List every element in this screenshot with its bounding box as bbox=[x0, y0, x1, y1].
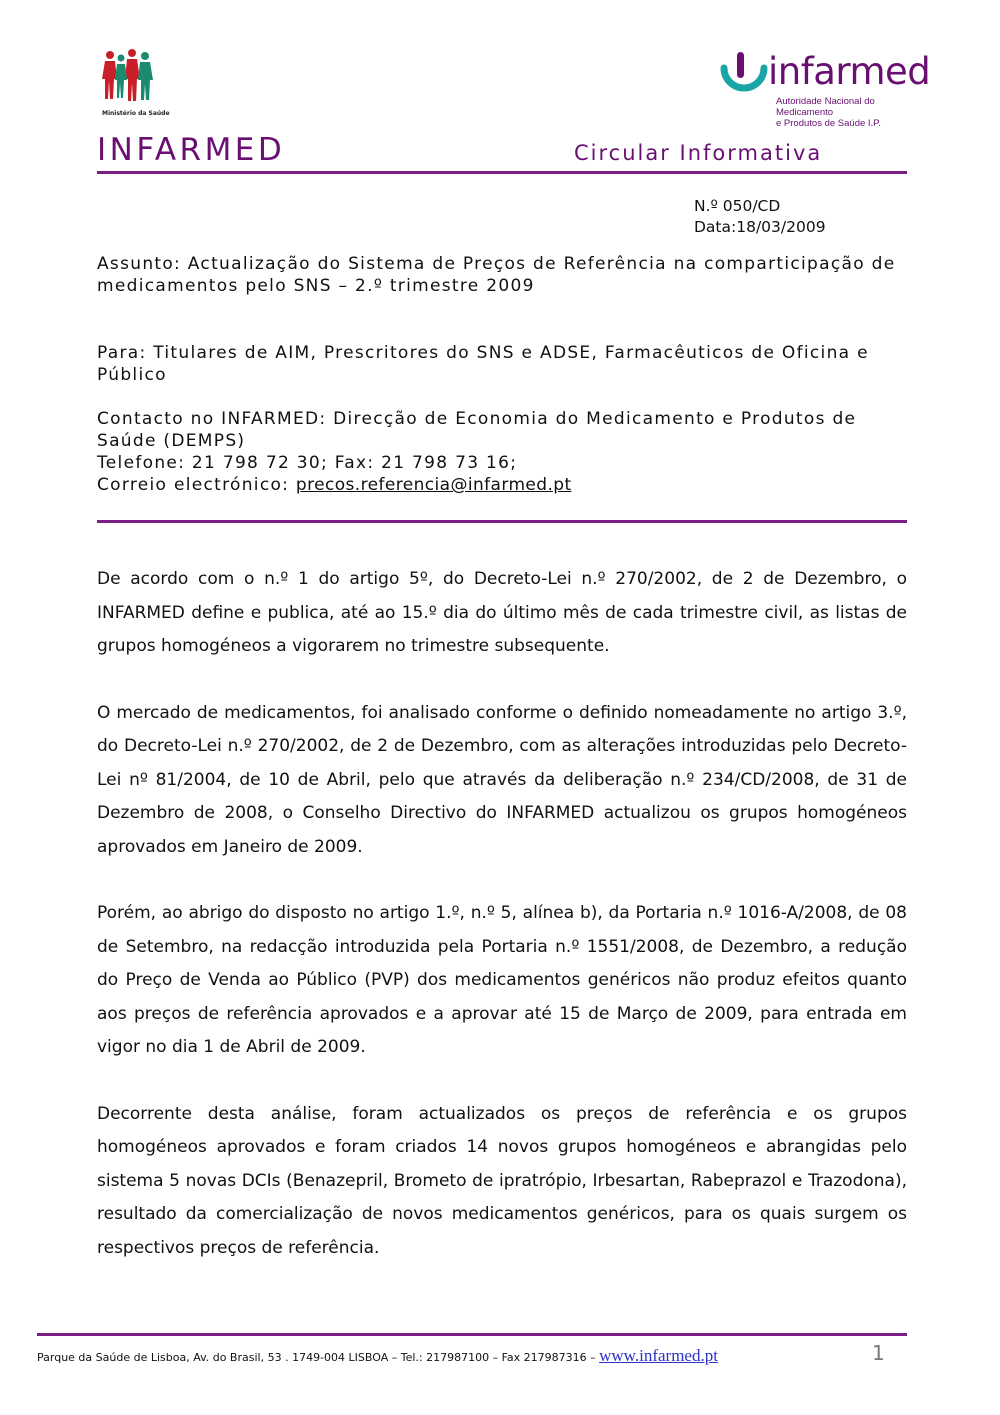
footer-divider bbox=[37, 1333, 907, 1336]
footer-website-link[interactable]: www.infarmed.pt bbox=[599, 1346, 718, 1365]
infarmed-mark-icon bbox=[720, 52, 768, 102]
infarmed-logo-word: infarmed bbox=[768, 50, 931, 93]
section-divider bbox=[97, 520, 907, 523]
recipients: Para: Titulares de AIM, Prescritores do SNS e ADSE, Farmacêuticos de Oficina e Público bbox=[97, 343, 869, 385]
paragraph: De acordo com o n.º 1 do artigo 5º, do Decreto-Lei n.º 270/2002, de 2 de Dezembro, o INFARMED define e publica, até ao 15.º dia do último mês de cada trimestre civil, as listas de grupos homogéneos a vigorarem no trimestre subsequente. bbox=[97, 569, 907, 656]
contact-email-link[interactable]: precos.referencia@infarmed.pt bbox=[295, 475, 572, 495]
document-meta bbox=[694, 196, 826, 238]
svg-text:Ministério da Saúde: Ministério da Saúde bbox=[102, 110, 170, 117]
ministry-of-health-logo bbox=[100, 46, 170, 118]
paragraph: Decorrente desta análise, foram actualizados os preços de referência e os grupos homogéneos aprovados e foram criados 14 novos grupos homogéneos e abrangidas pelo sistema 5 novas DCIs (Benazepril, Brometo de ipratrópio, Irbesartan, Rabeprazol e Trazodona), resultado da comercialização de novos medicamentos genéricos, para os quais surgem os respectivos preços de referência. bbox=[97, 1103, 907, 1258]
ministry-figures-icon bbox=[100, 46, 170, 118]
infarmed-logo-tagline: Autoridade Nacional do Medicamento e Produtos de Saúde I.P. bbox=[776, 96, 881, 129]
subject: Assunto: Actualização do Sistema de Preços de Referência na comparticipação de medicamentos pelo SNS – 2.º trimestre 2009 bbox=[97, 254, 896, 296]
document-date: Data:18/03/2009 bbox=[694, 218, 826, 236]
contact-phone: Telefone: 21 798 72 30; Fax: 21 798 73 16; bbox=[97, 453, 518, 473]
page-number: 1 bbox=[872, 1341, 885, 1365]
contact-email-line bbox=[97, 474, 909, 496]
document-type: Circular Informativa bbox=[574, 141, 823, 165]
paragraph: Porém, ao abrigo do disposto no artigo 1.º, n.º 5, alínea b), da Portaria n.º 1016-A/2008, de 08 de Setembro, na redacção introduzida pela Portaria n.º 1551/2008, de Dezembro, a redução do Preço de Venda ao Público (PVP) dos medicamentos genéricos não produz efeitos quanto aos preços de referência aprovados e a aprovar até 15 de Março de 2009, para entrada em vigor no dia 1 de Abril de 2009. bbox=[97, 903, 907, 1057]
contact-block bbox=[97, 408, 909, 496]
brand-title: INFARMED bbox=[97, 132, 286, 168]
contact-department: Contacto no INFARMED: Direcção de Economia do Medicamento e Produtos de Saúde (DEMPS) bbox=[97, 409, 857, 451]
contact-email-label: Correio electrónico: bbox=[97, 475, 296, 495]
paragraph: O mercado de medicamentos, foi analisado conforme o definido nomeadamente no artigo 3.º, do Decreto-Lei n.º 270/2002, de 2 de Dezembro, com as alterações introduzidas pelo Decreto-Lei nº 81/2004, de 10 de Abril, pelo que através da deliberação n.º 234/CD/2008, de 31 de Dezembro de 2008, o Conselho Directivo do INFARMED actualizou os grupos homogéneos aprovados em Janeiro de 2009. bbox=[97, 702, 907, 857]
footer-address: Parque da Saúde de Lisboa, Av. do Brasil, 53 . 1749-004 LISBOA – Tel.: 217987100 – Fax 217987316 – bbox=[37, 1351, 600, 1364]
infarmed-logo bbox=[720, 50, 931, 129]
header-divider bbox=[97, 171, 907, 174]
body-text bbox=[97, 563, 907, 1298]
document-number: N.º 050/CD bbox=[694, 197, 781, 215]
footer bbox=[37, 1346, 907, 1366]
